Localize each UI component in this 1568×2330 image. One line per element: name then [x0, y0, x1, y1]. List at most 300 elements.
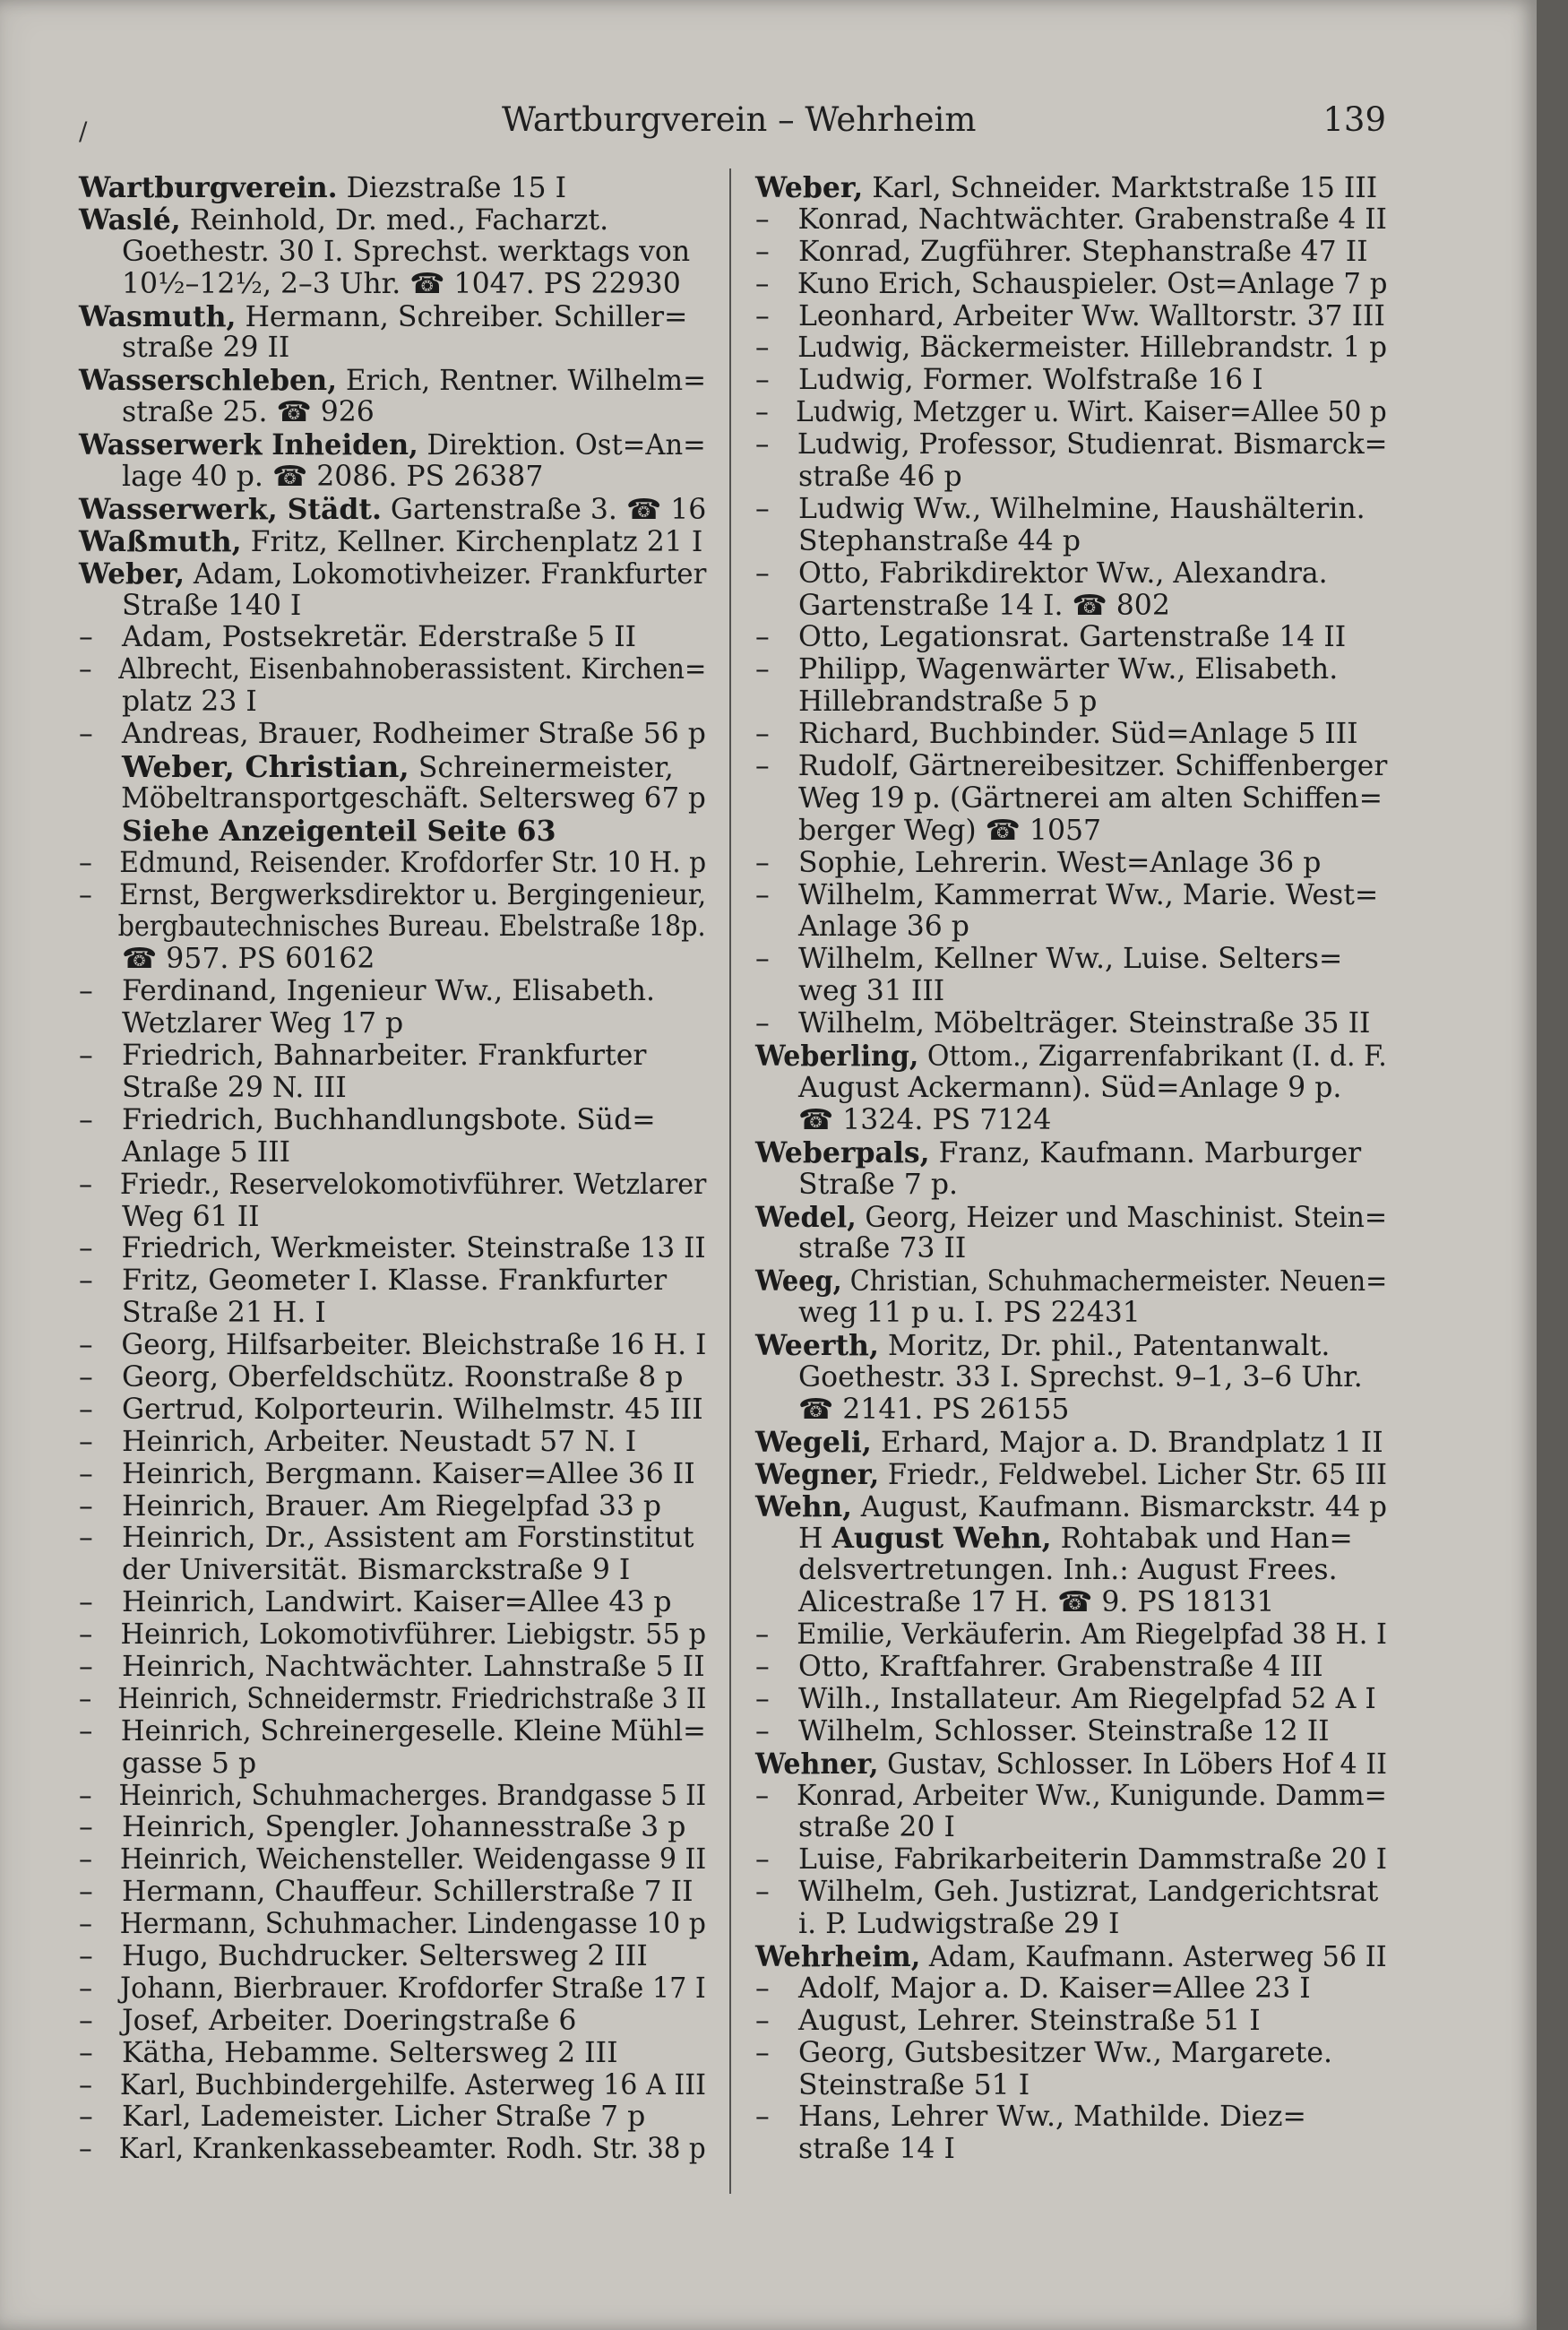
entry-text: Weg 61 II — [122, 1200, 260, 1233]
entry-text: Georg, Heizer und Maschinist. Stein= — [856, 1201, 1388, 1234]
entry-continuation — [755, 1909, 1387, 1941]
ditto-dash: – — [79, 2133, 92, 2166]
ditto-dash: – — [79, 1972, 93, 2005]
entry-continuation — [755, 1298, 1387, 1330]
entry-text: Adam, Lokomotivheizer. Frankfurter — [184, 557, 707, 591]
entry-subline — [79, 1618, 707, 1652]
ditto-dash: – — [79, 878, 92, 911]
ditto-dash: – — [79, 1843, 93, 1877]
entry-name: Wehn, — [755, 1489, 852, 1523]
ditto-dash: – — [755, 1682, 770, 1715]
entry-text: der Universität. Bismarckstraße 9 I — [122, 1554, 631, 1587]
entry-subline — [755, 365, 1387, 397]
entry-text: Karl, Lademeister. Licher Straße 7 p — [122, 2101, 646, 2134]
entry-continuation — [79, 237, 706, 269]
entry-continuation — [79, 462, 706, 494]
entry-text: Franz, Kaufmann. Marburger — [929, 1136, 1362, 1169]
entry-name: Wasserwerk Inheiden, — [79, 428, 418, 462]
entry-text: ☎ 1324. PS 7124 — [798, 1103, 1052, 1136]
entry-subline — [79, 1714, 706, 1748]
entry-name: Weerth, — [755, 1329, 879, 1363]
entry-text: gasse 5 p — [122, 1747, 257, 1780]
entry-text: Josef, Arbeiter. Doeringstraße 6 — [122, 2004, 577, 2037]
entry-heading-line — [79, 364, 707, 398]
entry-subline — [79, 1523, 706, 1555]
ditto-dash: – — [79, 1232, 93, 1265]
entry-text: Wetzlarer Weg 17 p — [122, 1007, 404, 1040]
entry-text: Konrad, Arbeiter Ww., Kunigunde. Damm= — [796, 1779, 1387, 1812]
entry-subline — [79, 2038, 706, 2070]
ditto-dash: – — [755, 492, 770, 525]
entry-text: Gertrud, Kolporteurin. Wilhelmstr. 45 III — [122, 1393, 703, 1426]
entry-text: Ludwig, Former. Wolfstraße 16 I — [798, 364, 1263, 397]
ditto-dash: – — [755, 1714, 770, 1748]
entry-text: Wilhelm, Schlosser. Steinstraße 12 II — [798, 1714, 1330, 1748]
ditto-dash: – — [79, 1939, 93, 1972]
entry-text: August Ackermann). Süd=Anlage 9 p. — [798, 1071, 1342, 1104]
entry-subline — [79, 1040, 706, 1073]
entry-text: Sophie, Lehrerin. West=Anlage 36 p — [798, 846, 1322, 879]
entry-text: Straße 21 H. I — [122, 1297, 326, 1330]
entry-continuation — [755, 911, 1387, 944]
entry-text: Gartenstraße 14 I. ☎ 802 — [798, 589, 1170, 622]
entry-continuation — [755, 816, 1387, 848]
ditto-dash: – — [79, 1779, 92, 1812]
entry-text: Anlage 5 III — [122, 1135, 291, 1169]
entry-text: Gustav, Schlosser. In Löbers Hof 4 II — [878, 1748, 1387, 1781]
entry-subline — [79, 2133, 706, 2166]
entry-text: Friedrich, Bahnarbeiter. Frankfurter — [122, 1040, 647, 1073]
ditto-dash: – — [755, 846, 770, 879]
ditto-dash: – — [79, 1360, 93, 1394]
ditto-dash: – — [79, 2036, 93, 2069]
entry-subline — [755, 396, 1387, 429]
entry-subline — [755, 1716, 1387, 1748]
entry-text: August, Lehrer. Steinstraße 51 I — [798, 2004, 1261, 2037]
entry-continuation — [755, 2134, 1387, 2166]
entry-subline — [755, 203, 1387, 237]
entry-subline — [79, 1587, 706, 1619]
entry-continuation — [79, 591, 706, 623]
entry-subline — [755, 1973, 1387, 2006]
ditto-dash: – — [79, 1425, 93, 1458]
entry-text: Albrecht, Eisenbahnoberassistent. Kirchen= — [118, 653, 707, 686]
entry-subline — [755, 719, 1387, 751]
ditto-dash: – — [755, 267, 770, 300]
ditto-dash: – — [755, 621, 770, 654]
entry-heading-line — [755, 1330, 1387, 1362]
entry-text: Kuno Erich, Schauspieler. Ost=Anlage 7 p — [797, 267, 1388, 300]
entry-subline — [755, 1779, 1387, 1813]
entry-continuation — [79, 332, 706, 365]
entry-text: Ludwig Ww., Wilhelmine, Haushälterin. — [798, 492, 1366, 525]
ditto-dash: – — [79, 1876, 93, 1909]
entry-subline — [79, 1682, 707, 1716]
entry-continuation — [755, 1394, 1387, 1427]
entry-subline — [79, 1459, 706, 1491]
entry-text: Heinrich, Schneidermstr. Friedrichstraße 3 II — [117, 1682, 707, 1715]
ditto-dash: – — [755, 2004, 770, 2037]
entry-text: Anlage 36 p — [798, 910, 969, 944]
entry-text: Hans, Lehrer Ww., Mathilde. Diez= — [798, 2101, 1306, 2134]
entry-subline — [79, 2101, 706, 2134]
entry-continuation — [79, 1137, 706, 1169]
ditto-dash: – — [79, 2004, 93, 2037]
entry-subline — [755, 428, 1388, 462]
entry-text: ☎ 2141. PS 26155 — [798, 1393, 1070, 1426]
entry-name: Waßmuth, — [79, 524, 242, 558]
entry-subline — [755, 267, 1388, 301]
entry-subline — [79, 976, 706, 1008]
entry-text: Leonhard, Arbeiter Ww. Walltorstr. 37 III — [798, 299, 1385, 332]
entry-text: Straße 140 I — [122, 589, 302, 622]
entry-continuation — [755, 1555, 1387, 1587]
entry-subline — [755, 2038, 1387, 2070]
entry-text: Heinrich, Weichensteller. Weidengasse 9 II — [119, 1843, 707, 1877]
entry-text: Emilie, Verkäuferin. Am Riegelpfad 38 H. I — [797, 1618, 1387, 1652]
entry-text: Alicestraße 17 H. ☎ 9. PS 18131 — [798, 1586, 1275, 1619]
entry-text: Ludwig, Professor, Studienrat. Bismarck= — [797, 428, 1388, 462]
entry-continuation — [79, 1555, 706, 1587]
entry-subline — [79, 1843, 707, 1877]
entry-text: Georg, Hilfsarbeiter. Bleichstraße 16 H. I — [121, 1329, 707, 1362]
entry-text: weg 31 III — [798, 975, 945, 1008]
ditto-dash: – — [79, 1103, 93, 1136]
entry-text: Adam, Postsekretär. Ederstraße 5 II — [122, 621, 637, 654]
entry-subline — [79, 1329, 707, 1362]
entry-subline — [755, 2006, 1387, 2038]
entry-continuation — [79, 1298, 706, 1330]
entry-subline — [79, 1105, 706, 1137]
entry-subline — [79, 1877, 706, 1909]
entry-heading-line — [755, 1457, 1387, 1491]
entry-text: Hillebrandstraße 5 p — [798, 686, 1098, 719]
entry-subline — [79, 1232, 706, 1265]
ditto-dash: – — [755, 878, 770, 911]
ditto-dash: – — [755, 203, 770, 236]
entry-heading-line — [79, 557, 707, 591]
ditto-dash: – — [755, 1779, 770, 1812]
entry-text: weg 11 p u. I. PS 22431 — [798, 1297, 1141, 1330]
entry-text: Wilh., Installateur. Am Riegelpfad 52 A I — [798, 1682, 1376, 1715]
entry-text: Rohtabak und Han= — [1051, 1523, 1353, 1556]
ditto-dash: – — [79, 1682, 92, 1715]
entry-subline — [79, 1362, 706, 1394]
ditto-dash: – — [79, 1650, 93, 1683]
entry-heading-line — [79, 428, 706, 462]
entry-text: Adam, Kaufmann. Asterweg 56 II — [920, 1940, 1387, 1973]
entry-text: ☎ 957. PS 60162 — [122, 943, 375, 976]
entry-subline — [755, 654, 1387, 686]
ditto-dash: – — [79, 1522, 93, 1555]
entry-subline — [79, 1168, 707, 1202]
ditto-dash: – — [79, 1457, 93, 1490]
entry-continuation — [79, 397, 706, 429]
entry-name: Siehe Anzeigenteil Seite 63 — [122, 814, 556, 848]
entry-name: Wasserwerk, Städt. — [79, 492, 382, 526]
ditto-dash: – — [79, 1714, 93, 1748]
entry-subline — [79, 719, 705, 751]
entry-name: Wasmuth, — [79, 299, 237, 333]
entry-name: Wehner, — [755, 1747, 879, 1781]
entry-text: 10½–12½, 2–3 Uhr. ☎ 1047. PS 22930 — [122, 267, 681, 300]
ditto-dash: – — [755, 299, 770, 332]
entry-continuation — [79, 781, 706, 816]
entry-text: Wilhelm, Geh. Justizrat, Landgerichtsrat — [798, 1876, 1379, 1909]
entry-continuation — [79, 751, 706, 783]
entry-text: platz 23 I — [122, 686, 257, 719]
entry-text: Otto, Legationsrat. Gartenstraße 14 II — [798, 621, 1347, 654]
entry-text: Hermann, Chauffeur. Schillerstraße 7 II — [122, 1876, 694, 1909]
entry-text: Heinrich, Spengler. Johannesstraße 3 p — [122, 1811, 686, 1844]
entry-text: Karl, Krankenkassebeamter. Rodh. Str. 38 p — [118, 2133, 706, 2166]
entry-subline — [755, 1618, 1387, 1652]
entry-text: Rudolf, Gärtnereibesitzer. Schiffenberger — [797, 750, 1388, 783]
entry-heading-line — [79, 172, 706, 204]
entry-text: Konrad, Nachtwächter. Grabenstraße 4 II — [797, 203, 1387, 236]
entry-text: Philipp, Wagenwärter Ww., Elisabeth. — [798, 653, 1339, 686]
ditto-dash: – — [755, 1650, 770, 1683]
entry-subline — [755, 1652, 1387, 1684]
ditto-dash: – — [755, 2036, 770, 2069]
entry-continuation — [755, 591, 1387, 623]
entry-subline — [79, 878, 707, 912]
margin-mark: / — [79, 116, 88, 146]
entry-heading-line — [79, 301, 706, 333]
entry-text: Weg 19 p. (Gärtnerei am alten Schiffen= — [798, 781, 1383, 815]
entry-name: Wartburgverein. — [79, 171, 338, 204]
entry-text: delsvertretungen. Inh.: August Frees. — [798, 1554, 1338, 1587]
entry-continuation — [79, 910, 706, 944]
entry-text: Wilhelm, Kellner Ww., Luise. Selters= — [798, 943, 1343, 976]
ditto-dash: – — [755, 750, 770, 783]
entry-text: Gartenstraße 3. ☎ 16 — [381, 493, 707, 526]
ditto-dash: – — [79, 1040, 93, 1073]
ditto-dash: – — [79, 2068, 93, 2101]
entry-subline — [79, 2006, 706, 2038]
page-edge — [1537, 0, 1568, 2330]
ditto-dash: – — [79, 621, 93, 654]
entry-subline — [79, 2068, 707, 2102]
entry-text: straße 20 I — [798, 1811, 955, 1844]
entry-text: Goethestr. 33 I. Sprechst. 9–1, 3–6 Uhr. — [798, 1360, 1363, 1394]
entry-subline — [755, 848, 1387, 880]
entry-subline — [79, 1972, 706, 2006]
entry-text: Edmund, Reisender. Krofdorfer Str. 10 H. p — [119, 846, 707, 879]
entry-text: Ludwig, Metzger u. Wirt. Kaiser=Allee 50 p — [796, 396, 1387, 429]
entry-text: Hermann, Schreiber. Schiller= — [236, 300, 688, 333]
entry-heading-line — [755, 1747, 1387, 1781]
entry-subline — [755, 1844, 1387, 1877]
entry-text: Ernst, Bergwerksdirektor u. Bergingenieur, — [119, 878, 707, 911]
ditto-dash: – — [79, 1329, 93, 1362]
entry-text: Andreas, Brauer, Rodheimer Straße 56 p — [121, 718, 706, 751]
ditto-dash: – — [79, 1489, 93, 1523]
entry-subline — [755, 1684, 1387, 1716]
entry-text: Kätha, Hebamme. Seltersweg 2 III — [122, 2036, 618, 2069]
entry-text: Karl, Buchbindergehilfe. Asterweg 16 A III — [119, 2068, 707, 2101]
entry-continuation — [79, 1748, 706, 1781]
entry-heading-line — [755, 1264, 1388, 1299]
ditto-dash: – — [755, 557, 770, 590]
entry-continuation — [79, 1008, 706, 1040]
ditto-dash: – — [755, 364, 770, 397]
entry-text: Johann, Bierbrauer. Krofdorfer Straße 17 I — [120, 1972, 706, 2005]
entry-text: Friedrich, Buchhandlungsbote. Süd= — [122, 1103, 656, 1136]
entry-text: Schreinermeister, — [409, 752, 674, 785]
ditto-dash: – — [79, 653, 92, 686]
page-header — [0, 100, 1537, 154]
entry-subline — [755, 2101, 1387, 2134]
entry-name: Wehrheim, — [755, 1939, 921, 1973]
entry-text: Erhard, Major a. D. Brandplatz 1 II — [871, 1426, 1383, 1459]
entry-heading-line — [79, 494, 706, 526]
entry-subline — [79, 1491, 706, 1523]
entry-text: August, Kaufmann. Bismarckstr. 44 p — [851, 1490, 1388, 1523]
entry-text: Hugo, Buchdrucker. Seltersweg 2 III — [122, 1939, 648, 1972]
entry-subline — [79, 1652, 706, 1684]
entry-continuation — [755, 1523, 1387, 1555]
entry-continuation — [79, 1073, 706, 1105]
entry-subline — [755, 750, 1388, 783]
entry-name: Wedel, — [755, 1200, 857, 1234]
ditto-dash: – — [755, 943, 770, 976]
ditto-dash: – — [755, 653, 770, 686]
entry-name: Waslé, — [79, 203, 181, 237]
entry-name: August Wehn, — [831, 1522, 1052, 1556]
ditto-dash: – — [79, 1264, 93, 1298]
entry-text: Georg, Gutsbesitzer Ww., Margarete. — [798, 2036, 1332, 2069]
entry-subline — [79, 1779, 707, 1813]
entry-name: Weberling, — [755, 1040, 919, 1074]
entry-text: Heinrich, Arbeiter. Neustadt 57 N. I — [122, 1425, 637, 1458]
entry-subline — [755, 944, 1387, 976]
ditto-dash: – — [755, 1618, 770, 1652]
entry-text: Ferdinand, Ingenieur Ww., Elisabeth. — [122, 975, 656, 1008]
entry-text: Heinrich, Lokomotivführer. Liebigstr. 55 p — [120, 1618, 707, 1652]
entry-subline — [755, 1008, 1387, 1040]
entry-text: Friedr., Reservelokomotivführer. Wetzlarer — [119, 1168, 707, 1201]
entry-text: Ludwig, Bäckermeister. Hillebrandstr. 1 p — [797, 332, 1388, 365]
entry-heading-line — [755, 1427, 1387, 1459]
entry-heading-line — [755, 1489, 1388, 1523]
entry-subline — [79, 1394, 706, 1427]
ditto-dash: – — [79, 1908, 92, 1941]
entry-continuation — [755, 1587, 1387, 1619]
entry-text: straße 25. ☎ 926 — [122, 396, 375, 429]
entry-text: Christian, Schuhmachermeister. Neuen= — [841, 1265, 1388, 1299]
page-number: 139 — [1322, 100, 1386, 139]
entry-text: Wilhelm, Möbelträger. Steinstraße 35 II — [798, 1007, 1371, 1040]
entry-text: Moritz, Dr. phil., Patentanwalt. — [878, 1330, 1331, 1363]
entry-text: Otto, Fabrikdirektor Ww., Alexandra. — [798, 557, 1328, 590]
entry-continuation — [79, 269, 706, 301]
ditto-dash: – — [79, 718, 93, 751]
entry-heading-line — [755, 172, 1387, 204]
entry-text: Fritz, Kellner. Kirchenplatz 21 I — [241, 525, 703, 558]
ditto-dash: – — [755, 718, 770, 751]
entry-text: Wilhelm, Kammerrat Ww., Marie. West= — [798, 878, 1379, 911]
ditto-dash: – — [79, 1586, 93, 1619]
entry-text: straße 73 II — [798, 1232, 967, 1265]
entry-text: Direktion. Ost=An= — [418, 429, 706, 462]
ditto-dash: – — [79, 2101, 93, 2134]
entry-name: Weber, — [79, 557, 185, 591]
entry-text: Richard, Buchbinder. Süd=Anlage 5 III — [798, 718, 1358, 751]
entry-text: Goethestr. 30 I. Sprechst. werktags von — [122, 235, 691, 268]
entry-text: Heinrich, Brauer. Am Riegelpfad 33 p — [122, 1489, 662, 1523]
entry-heading-line — [755, 1200, 1388, 1234]
entry-text: Reinhold, Dr. med., Facharzt. — [180, 203, 609, 237]
entry-continuation — [79, 1202, 706, 1234]
running-title: Wartburgverein – Wehrheim — [502, 100, 977, 139]
entry-name: Wegner, — [755, 1457, 880, 1491]
entry-subline — [755, 301, 1387, 333]
entry-heading-line — [755, 1040, 1387, 1074]
entry-text: Heinrich, Schreinergeselle. Kleine Mühl= — [120, 1714, 706, 1748]
entry-text: Heinrich, Bergmann. Kaiser=Allee 36 II — [122, 1457, 695, 1490]
ditto-dash: – — [755, 1972, 770, 2005]
entry-text: Stephanstraße 44 p — [798, 524, 1081, 557]
entry-continuation — [755, 1362, 1387, 1394]
entry-continuation — [755, 783, 1387, 816]
entry-text: straße 14 I — [798, 2133, 955, 2166]
right-column — [755, 172, 1387, 2166]
entry-subline — [755, 880, 1387, 912]
entry-text: H — [798, 1523, 832, 1556]
entry-name: Weberpals, — [755, 1135, 930, 1169]
entry-name: Weeg, — [755, 1264, 842, 1299]
ditto-dash: – — [79, 975, 93, 1008]
entry-continuation — [79, 686, 706, 719]
column-divider — [729, 168, 731, 2194]
entry-text: lage 40 p. ☎ 2086. PS 26387 — [122, 461, 544, 494]
ditto-dash: – — [755, 428, 770, 462]
entry-text: Straße 29 N. III — [122, 1071, 347, 1104]
entry-subline — [79, 1812, 706, 1844]
entry-heading-line — [79, 526, 706, 558]
entry-subline — [79, 1427, 706, 1459]
entry-subline — [79, 1908, 706, 1941]
entry-heading-line — [755, 1137, 1387, 1169]
entry-subline — [755, 332, 1388, 365]
entry-text: Diezstraße 15 I — [337, 172, 567, 204]
entry-subline — [79, 1941, 706, 1973]
entry-text: Steinstraße 51 I — [798, 2068, 1030, 2101]
entry-continuation — [79, 816, 706, 848]
entry-text: Adolf, Major a. D. Kaiser=Allee 23 I — [798, 1972, 1311, 2005]
entry-text: Otto, Kraftfahrer. Grabenstraße 4 III — [798, 1650, 1323, 1683]
entry-continuation — [755, 1169, 1387, 1202]
entry-text: Friedrich, Werkmeister. Steinstraße 13 II — [121, 1232, 706, 1265]
entry-heading-line — [755, 1939, 1387, 1973]
entry-text: Ottom., Zigarrenfabrikant (I. d. F. — [918, 1040, 1387, 1074]
entry-subline — [79, 622, 706, 654]
entry-text: Möbeltransportgeschäft. Seltersweg 67 p — [121, 781, 706, 815]
entry-subline — [79, 653, 707, 686]
entry-text: Konrad, Zugführer. Stephanstraße 47 II — [798, 235, 1368, 268]
entry-text: Hermann, Schuhmacher. Lindengasse 10 p — [119, 1908, 706, 1941]
entry-text: Straße 7 p. — [798, 1168, 959, 1201]
entry-subline — [755, 622, 1387, 654]
entry-text: straße 46 p — [798, 461, 962, 494]
entry-text: Heinrich, Schuhmacherges. Brandgasse 5 II — [118, 1779, 707, 1812]
entry-text: Heinrich, Dr., Assistent am Forstinstitut — [122, 1522, 694, 1555]
entry-continuation — [755, 462, 1387, 494]
ditto-dash: – — [755, 1843, 770, 1877]
entry-text: Heinrich, Nachtwächter. Lahnstraße 5 II — [122, 1650, 705, 1683]
entry-continuation — [755, 976, 1387, 1008]
